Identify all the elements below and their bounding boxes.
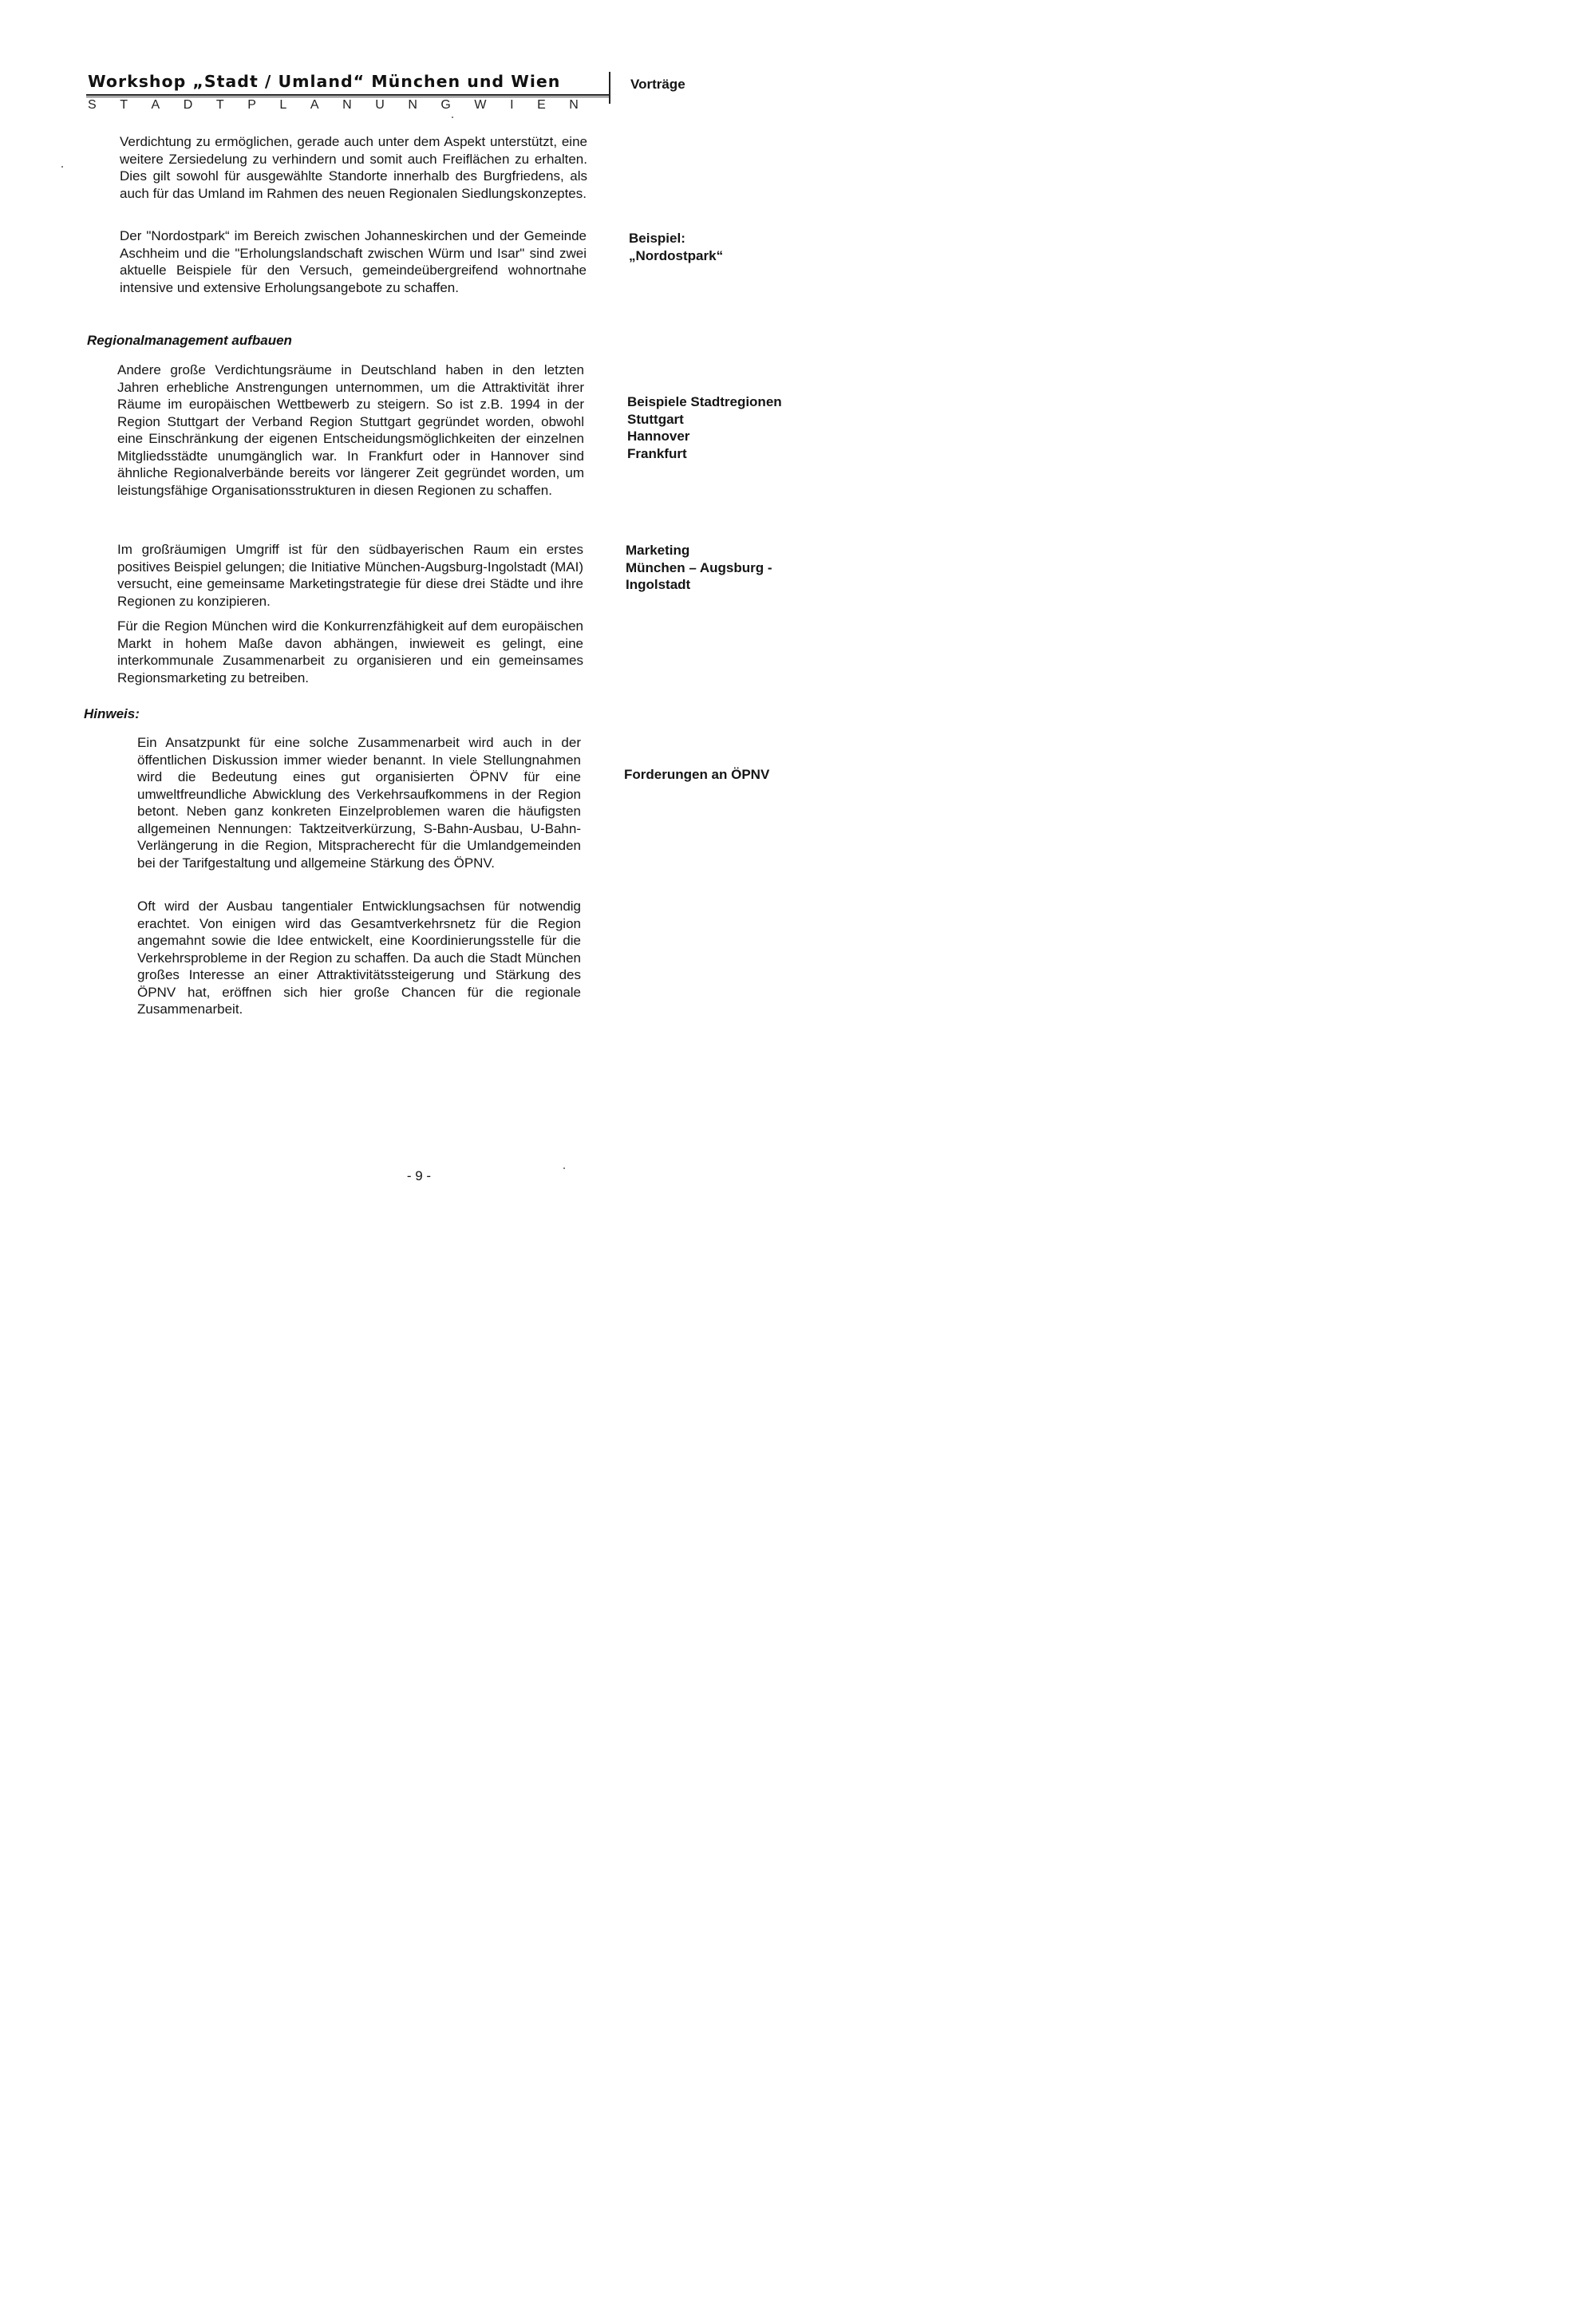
margin-note-line: Ingolstadt <box>626 577 691 592</box>
subtitle-letter: T <box>215 98 224 112</box>
paragraph-region-muenchen: Für die Region München wird die Konkurrenzfähigkeit auf dem europäischen Markt in hohem Maße davon abhängen, inwieweit es gelingt, eine interkommunale Zusammenarbeit zu organisieren und ein gemeinsames Regionsmarketing zu betreiben. <box>117 618 583 685</box>
margin-note-line: Marketing <box>626 543 690 558</box>
margin-note-oepnv <box>624 766 769 784</box>
subtitle-letter: T <box>120 98 128 112</box>
header-rule <box>86 94 610 96</box>
header-subtitle <box>88 98 579 113</box>
paragraph-oepnv-diskussion: Ein Ansatzpunkt für eine solche Zusammenarbeit wird auch in der öffentlichen Diskussion immer wieder benannt. In viele Stellungnahmen wird die Bedeutung eines gut organisierten ÖPNV für eine umweltfreundliche Abwicklung des Verkehrsaufkommens in der Region betont. Neben ganz konkreten Einzelproblemen waren die häufigsten allgemeinen Nennungen: Taktzeitverkürzung, S-Bahn-Ausbau, U-Bahn-Verlängerung in die Region, Mitspracherecht für die Umlandgemeinden bei der Tarifgestaltung und allgemeine Stärkung des ÖPNV. <box>137 735 581 871</box>
subtitle-letter: I <box>510 98 514 112</box>
paragraph-verdichtung: Verdichtung zu ermöglichen, gerade auch unter dem Aspekt unterstützt, eine weitere Zersiedelung zu verhindern und somit auch Freiflächen zu erhalten. Dies gilt sowohl für ausgewählte Standorte innerhalb des Burgfriedens, als auch für das Umland im Rahmen des neuen Regionalen Siedlungskonzeptes. <box>120 134 587 201</box>
margin-note-line: Forderungen an ÖPNV <box>624 767 770 782</box>
document-page <box>0 0 864 1251</box>
subtitle-letter: A <box>151 98 160 112</box>
paragraph-mai-initiative: Im großräumigen Umgriff ist für den südbayerischen Raum ein erstes positives Beispiel gelungen; die Initiative München-Augsburg-Ingolstadt (MAI) versucht, eine gemeinsame Marketingstrategie für diese drei Städte und ihre Regionen zu konzipieren. <box>117 542 583 609</box>
section-heading-regionalmanagement: Regionalmanagement aufbauen <box>87 333 292 348</box>
page-number: - 9 - <box>406 1168 432 1183</box>
subtitle-letter: N <box>342 98 352 112</box>
paragraph-verdichtungsraeume: Andere große Verdichtungsräume in Deutschland haben in den letzten Jahren erhebliche Anstrengungen unternommen, um die Attraktivität ihrer Räume im europäischen Wettbewerb zu steigern. So ist z.B. 1994 in der Region Stuttgart der Verband Region Stuttgart gegründet worden, obwohl eine Einschränkung der eigenen Entscheidungsmöglichkeiten der einzelnen Mitgliedsstädte unumgänglich war. In Frankfurt oder in Hannover sind ähnliche Regionalverbände bereits vor längerer Zeit gegründet worden, um leistungsfähige Organisationsstrukturen in diesen Regionen zu schaffen. <box>117 362 584 498</box>
margin-note-line: Beispiel: <box>629 231 685 246</box>
section-heading-hinweis: Hinweis: <box>84 706 140 721</box>
subtitle-letter: G <box>440 98 451 112</box>
margin-note-line: Stuttgart <box>627 411 684 427</box>
subtitle-letter: P <box>247 98 256 112</box>
subtitle-letter: W <box>474 98 487 112</box>
margin-note-stadtregionen <box>627 393 782 462</box>
subtitle-letter: N <box>569 98 579 112</box>
subtitle-letter: D <box>183 98 193 112</box>
scan-speck <box>563 1167 565 1169</box>
header-title: Workshop „Stadt / Umland“ München und Wien <box>88 72 561 91</box>
paragraph-nordostpark: Der "Nordostpark“ im Bereich zwischen Johanneskirchen und der Gemeinde Aschheim und die "Erholungslandschaft zwischen Würm und Isar" sind zwei aktuelle Beispiele für den Versuch, gemeindeübergreifend wohnortnahe intensive und extensive Erholungsangebote zu schaffen. <box>120 228 587 295</box>
margin-note-line: „Nordostpark“ <box>629 247 724 263</box>
subtitle-letter: N <box>408 98 417 112</box>
subtitle-letter: A <box>310 98 319 112</box>
scan-speck <box>452 117 453 118</box>
margin-note-marketing <box>626 542 772 594</box>
paragraph-entwicklungsachsen: Oft wird der Ausbau tangentialer Entwicklungsachsen für notwendig erachtet. Von einigen wird das Gesamtverkehrsnetz für die Region angemahnt sowie die Idee entwickelt, eine Koordinierungsstelle für die Verkehrsprobleme in der Region zu schaffen. Da auch die Stadt München großes Interesse an einer Attraktivitätssteigerung und Stärkung des ÖPNV hat, eröffnen sich hier große Chancen für die regionale Zusammenarbeit. <box>137 899 581 1017</box>
subtitle-letter: U <box>375 98 385 112</box>
subtitle-letter: E <box>537 98 546 112</box>
subtitle-letter: S <box>88 98 97 112</box>
header-divider <box>609 72 610 104</box>
margin-note-nordostpark <box>629 230 723 264</box>
scan-speck <box>61 166 63 168</box>
margin-note-line: Beispiele Stadtregionen <box>627 394 782 409</box>
subtitle-letter: L <box>279 98 287 112</box>
margin-note-line: München – Augsburg - <box>626 559 772 575</box>
margin-note-line: Frankfurt <box>627 445 687 461</box>
header-section-label: Vorträge <box>630 77 685 92</box>
margin-note-line: Hannover <box>627 429 690 444</box>
